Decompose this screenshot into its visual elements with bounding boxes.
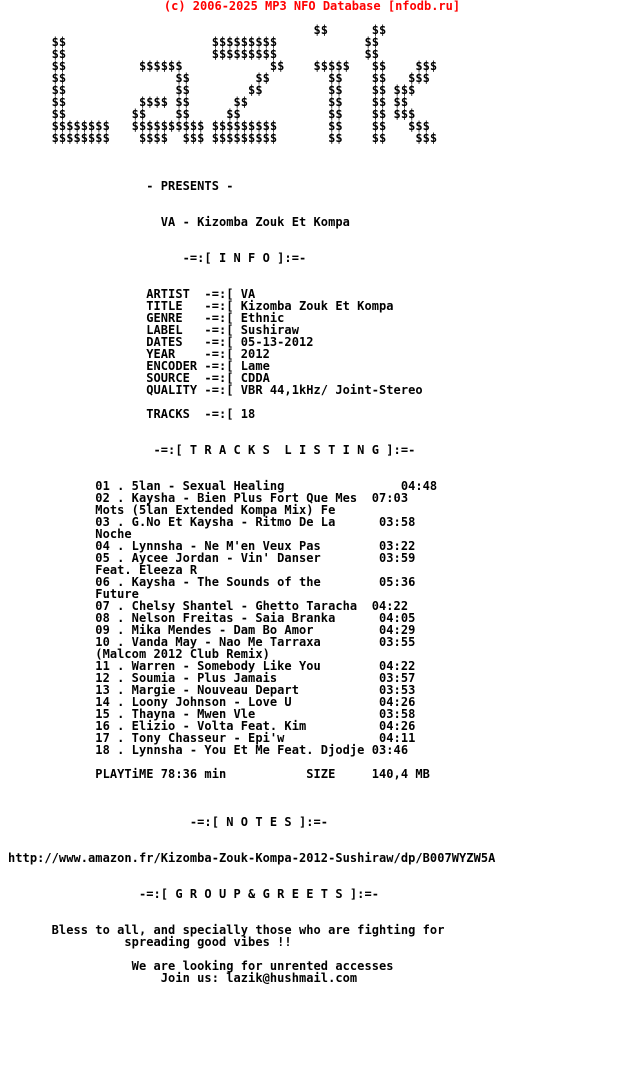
nfo-line [8, 780, 495, 792]
nfo-line: $$ $$$$$$ $$ $$$$$ $$ $$$ [8, 59, 438, 73]
nfo-line: ENCODER -=:[ Lame [8, 359, 270, 373]
nfo-line: $$ $$$$$$$$$ $$ [8, 35, 380, 49]
nfo-line: spreading good vibes !! [8, 935, 292, 949]
nfo-line [8, 456, 495, 468]
nfodb-header-link[interactable]: (c) 2006-2025 MP3 NFO Database [nfodb.ru] [163, 0, 461, 13]
nfo-line [8, 192, 495, 204]
nfo-line: 05 . Aycee Jordan - Vin' Danser 03:59 [8, 551, 416, 565]
nfo-line: 03 . G.No Et Kaysha - Ritmo De La 03:58 [8, 515, 416, 529]
nfo-line [8, 228, 495, 240]
nfo-line [8, 264, 495, 276]
nfo-line: Join us: lazik@hushmail.com [8, 971, 358, 985]
nfo-line: Bless to all, and specially those who are fighting for [8, 923, 445, 937]
nfo-line [8, 144, 495, 156]
nfo-line: 17 . Tony Chasseur - Epi'w 04:11 [8, 731, 416, 745]
nfo-line: TITLE -=:[ Kizomba Zouk Et Kompa [8, 299, 394, 313]
nfo-line: 02 . Kaysha - Bien Plus Fort Que Mes 07:03 [8, 491, 409, 505]
nfo-line: $$ $$$$ $$ $$ $$ $$ $$ [8, 95, 409, 109]
nfo-line: TRACKS -=:[ 18 [8, 407, 256, 421]
nfo-line: 16 . Elizio - Volta Feat. Kim 04:26 [8, 719, 416, 733]
nfo-line: -=:[ T R A C K S L I S T I N G ]:=- [8, 443, 416, 457]
nfo-line: 04 . Lynnsha - Ne M'en Veux Pas 03:22 [8, 539, 416, 553]
nfo-line: GENRE -=:[ Ethnic [8, 311, 285, 325]
nfo-line: LABEL -=:[ Sushiraw [8, 323, 299, 337]
nfo-line: Future [8, 587, 139, 601]
nfo-line: 15 . Thayna - Mwen Vle 03:58 [8, 707, 416, 721]
nfo-line: 06 . Kaysha - The Sounds of the 05:36 [8, 575, 416, 589]
nfo-line: $$$$$$$$ $$$$ $$$ $$$$$$$$$ $$ $$ $$$ [8, 131, 438, 145]
nfo-line: 07 . Chelsy Shantel - Ghetto Taracha 04:22 [8, 599, 409, 613]
nfo-line: 13 . Margie - Nouveau Depart 03:53 [8, 683, 416, 697]
nfo-line: $$ $$ [8, 23, 387, 37]
nfo-line: 08 . Nelson Freitas - Saia Branka 04:05 [8, 611, 416, 625]
nfo-line: ARTIST -=:[ VA [8, 287, 256, 301]
nfo-line [8, 900, 495, 912]
nfo-line: YEAR -=:[ 2012 [8, 347, 270, 361]
nfo-line: VA - Kizomba Zouk Et Kompa [8, 215, 350, 229]
nfo-line: $$ $$ $$ $$ $$ $$$ [8, 83, 416, 97]
nfo-line: 09 . Mika Mendes - Dam Bo Amor 04:29 [8, 623, 416, 637]
nfo-line: - PRESENTS - [8, 179, 234, 193]
nfo-line: 14 . Loony Johnson - Love U 04:26 [8, 695, 416, 709]
nfo-line: QUALITY -=:[ VBR 44,1kHz/ Joint-Stereo [8, 383, 423, 397]
nfo-line: $$ $$$$$$$$$ $$ [8, 47, 380, 61]
nfo-line: $$ $$ $$ $$ $$ $$ $$$ [8, 107, 416, 121]
nfo-line: Noche [8, 527, 132, 541]
nfo-line: PLAYTiME 78:36 min SIZE 140,4 MB [8, 767, 430, 781]
nfo-line: -=:[ G R O U P & G R E E T S ]:=- [8, 887, 380, 901]
nfo-line: 01 . 5lan - Sexual Healing 04:48 [8, 479, 438, 493]
nfo-line: -=:[ I N F O ]:=- [8, 251, 307, 265]
nfo-line: http://www.amazon.fr/Kizomba-Zouk-Kompa-2012-Sushiraw/dp/B007WYZW5A [8, 851, 496, 865]
nfo-line: Mots (5lan Extended Kompa Mix) Fe [8, 503, 336, 517]
nfo-line: We are looking for unrented accesses [8, 959, 394, 973]
nfo-text-block [8, 24, 495, 984]
nfo-line [8, 828, 495, 840]
nfo-line: 11 . Warren - Somebody Like You 04:22 [8, 659, 416, 673]
nfo-line: Feat. Eleeza R [8, 563, 198, 577]
nfo-line [8, 156, 495, 168]
nfo-line: DATES -=:[ 05-13-2012 [8, 335, 314, 349]
nfo-line: SOURCE -=:[ CDDA [8, 371, 270, 385]
nfo-line: 10 . Vanda May - Nao Me Tarraxa 03:55 [8, 635, 416, 649]
nfo-line: 12 . Soumia - Plus Jamais 03:57 [8, 671, 416, 685]
nfo-line [8, 420, 495, 432]
nfo-line: -=:[ N O T E S ]:=- [8, 815, 329, 829]
nfo-line: $$ $$ $$ $$ $$ $$$ [8, 71, 430, 85]
nfo-line [8, 864, 495, 876]
nfo-line: $$$$$$$$ $$$$$$$$$$ $$$$$$$$$ $$ $$ $$$ [8, 119, 430, 133]
nfo-line: 18 . Lynnsha - You Et Me Feat. Djodje 03:46 [8, 743, 409, 757]
nfo-line: (Malcom 2012 Club Remix) [8, 647, 270, 661]
nfo-line [8, 792, 495, 804]
